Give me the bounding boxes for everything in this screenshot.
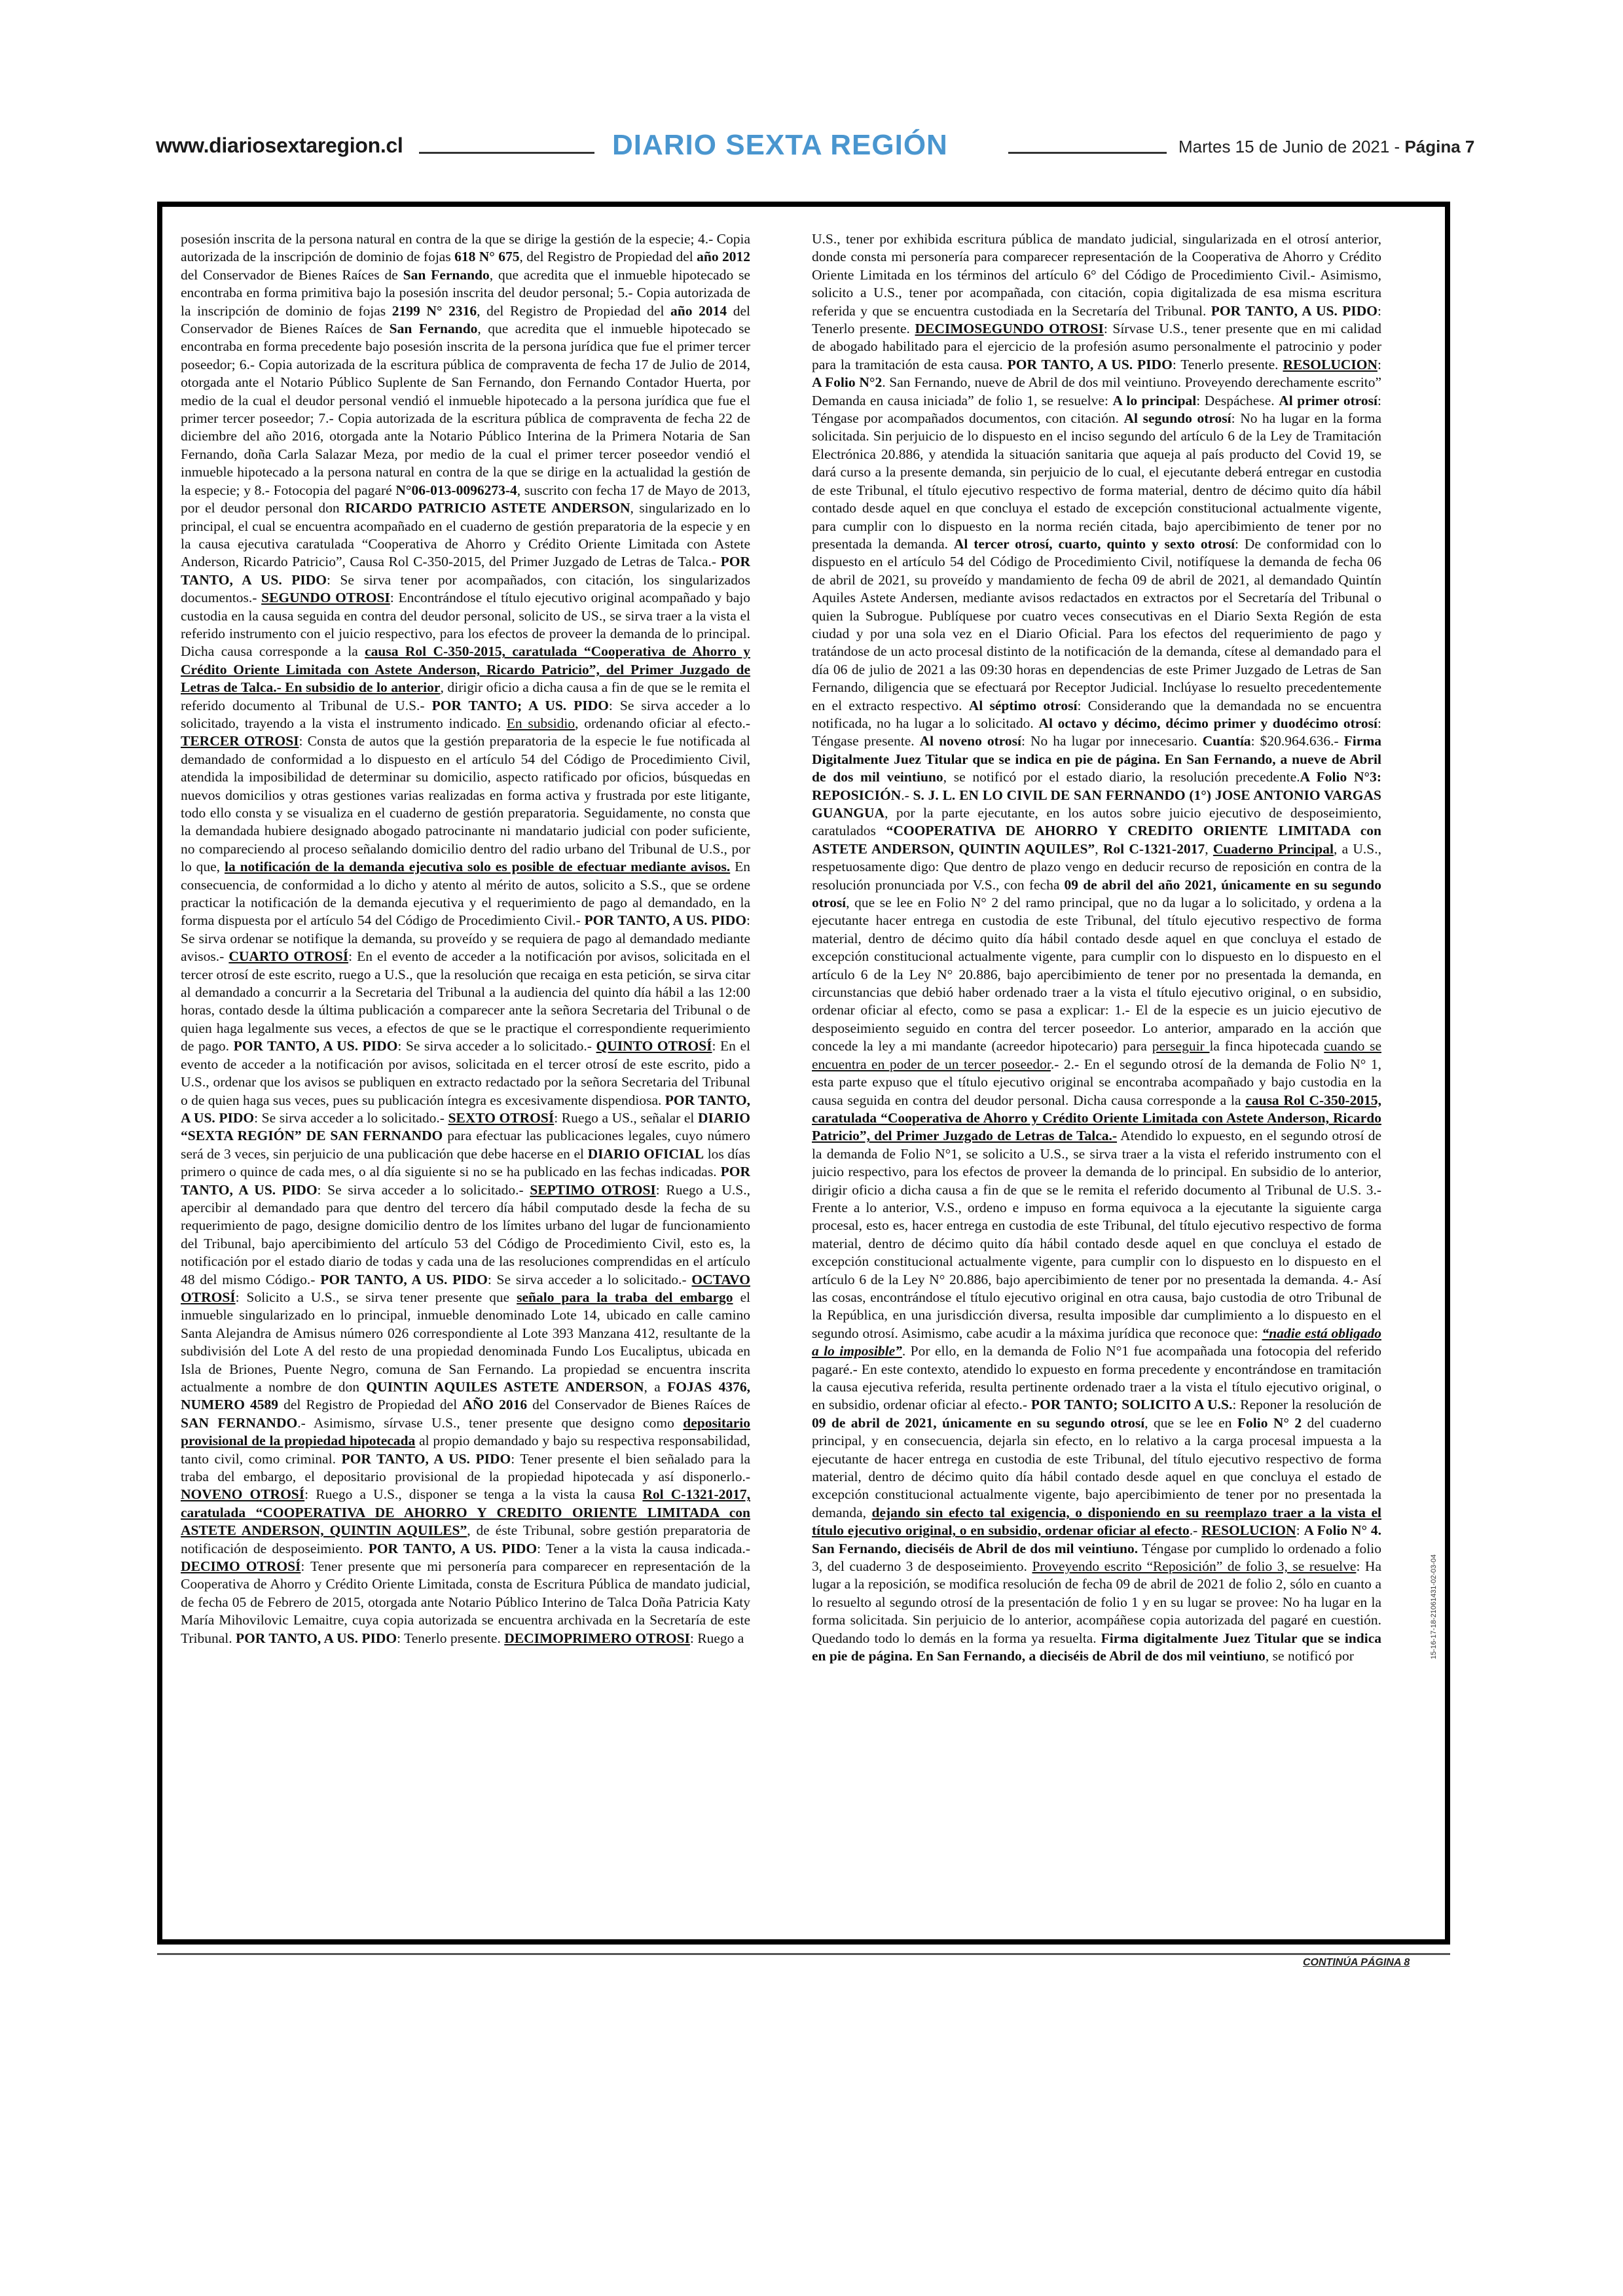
text-run: : Ruego a US., señalar el — [554, 1109, 698, 1126]
text-run: SAN FERNANDO — [181, 1414, 298, 1431]
text-run: SEXTO OTROSÍ — [448, 1109, 555, 1126]
side-code — [1426, 1509, 1442, 1705]
text-run: : Encontrándose el título ejecutivo original acompañado y bajo custodia en la causa seguida en contra del deudor personal, solicito de US., se sirva traer a la vista el referido instrumento con el juicio respectivo, para los efectos de proveer la demanda de lo principal. Dicha causa corresponde a la — [181, 590, 750, 660]
text-run: S. J. L. EN LO CIVIL DE SAN FERNANDO (1°) JOSE ANTONIO VARGAS GUANGUA — [812, 787, 1381, 821]
text-run: señalo para la traba del embargo — [517, 1289, 733, 1305]
text-run: al propio demandado y bajo su respectiva responsabilidad, tanto civil, como criminal. — [181, 1433, 750, 1467]
text-run: : Tenerlo presente. — [1172, 356, 1283, 372]
text-run: En subsidio — [506, 715, 575, 731]
header-rule-left — [419, 152, 594, 154]
text-run: Al primer otrosí — [1279, 392, 1378, 408]
text-run: A Folio N° 4. San Fernando, dieciséis de Abril de dos mil veintiuno. — [812, 1522, 1381, 1556]
text-run: , se notificó por el estado diario, la resolución precedente. — [943, 769, 1300, 785]
text-run: , a — [644, 1379, 668, 1395]
text-run: N°06-013-0096273-4 — [395, 482, 517, 498]
text-run: POR TANTO, A US. PIDO — [320, 1271, 488, 1287]
text-run: los días primero o quince de cada mes, o al día siguiente si no se ha publicado en las fechas indicadas. — [181, 1145, 750, 1180]
text-run: QUINTO OTROSÍ — [596, 1038, 712, 1054]
text-run: : Se sirva acceder a lo solicitado.- — [317, 1181, 530, 1198]
text-run: : Se sirva acceder a lo solicitado, trayendo a la vista el instrumento indicado. — [181, 697, 750, 731]
text-run: . Por ello, en la demanda de Folio N°1 fue acompañada una fotocopia del referido pagaré.- En este contexto, atendido lo expuesto en forma precedente y encontrándose en tramitación la causa ejecutiva referida, resulta pertinente ordenado traer a la vista el título ejecutivo original, o en subsidio, ordenar oficiar al efecto.- — [812, 1343, 1381, 1413]
text-run: : Reponer la resolución de — [1232, 1397, 1381, 1413]
text-run: FOJAS 4376, NUMERO 4589 — [181, 1379, 750, 1413]
text-run: , dirigir oficio a dicha causa a fin de que se le remita el referido documento al Tribunal de U.S.- — [181, 679, 750, 713]
text-run: San Fernando — [389, 321, 478, 337]
text-run: : Despáchese. — [1196, 392, 1279, 408]
text-run: : Se sirva acceder a lo solicitado.- — [254, 1109, 448, 1126]
text-run: : — [1296, 1522, 1304, 1539]
text-run: Cuaderno Principal — [1213, 840, 1334, 857]
text-run: Al noveno otrosí — [919, 733, 1021, 749]
text-run: : $20.964.636.- — [1250, 733, 1344, 749]
column-left — [181, 230, 750, 1926]
text-run: .- — [901, 787, 913, 803]
text-run: POR TANTO, A US. PIDO — [181, 1164, 750, 1198]
text-run: .- Asimismo, sírvase U.S., tener presente que designo como — [297, 1414, 684, 1431]
text-run: POR TANTO; SOLICITO A U.S. — [1030, 1397, 1233, 1413]
text-run: causa Rol C-350-2015, caratulada “Cooperativa de Ahorro y Crédito Oriente Limitada con Astete Anderson, Ricardo Patricio”, del Primer Juzgado de Letras de Talca.- — [812, 1092, 1381, 1144]
header-rule-right — [1008, 152, 1167, 154]
text-run: QUINTIN AQUILES ASTETE ANDERSON — [366, 1379, 644, 1395]
text-run: del Conservador de Bienes Raíces de — [527, 1397, 750, 1413]
text-run: , se notificó por — [1265, 1648, 1354, 1664]
text-run: A lo principal — [1112, 392, 1197, 408]
text-run: POR TANTO, A US. PIDO — [341, 1450, 511, 1467]
text-run: POR TANTO, A US. PIDO — [181, 1092, 750, 1126]
continues-page-link[interactable]: CONTINÚA PÁGINA 8 — [1303, 1957, 1410, 1968]
text-run: RICARDO PATRICIO ASTETE ANDERSON — [345, 500, 630, 516]
text-run: DECIMO OTROSÍ — [181, 1558, 301, 1575]
bottom-rule — [157, 1953, 1450, 1955]
text-run: 09 de abril del año 2021, únicamente en su segundo otrosí — [812, 876, 1381, 911]
text-run: 618 N° 675 — [454, 249, 520, 265]
text-run: En consecuencia, de conformidad a lo dicho y atento al mérito de autos, solicito a S.S., que se ordene practicar la notificación de la demanda ejecutiva y el requerimiento de pago al demandado, en la forma dispuesta por el artículo 54 del Código de Procedimiento Civil.- — [181, 859, 750, 929]
text-run: , de éste Tribunal, sobre gestión preparatoria de notificación de desposeimiento. — [181, 1522, 750, 1556]
text-run: la notificación de la demanda ejecutiva solo es posible de efectuar mediante avisos. — [224, 859, 731, 875]
text-run: : Considerando que la demandada no se encuentra notificada, no ha lugar a lo solicitado. — [812, 697, 1381, 731]
site-url[interactable]: www.diariosextaregion.cl — [156, 134, 403, 157]
text-run: causa Rol C-350-2015, caratulada “Cooperativa de Ahorro y Crédito Oriente Limitada con Astete Anderson, Ricardo Patricio”, del Primer Juzgado de Letras de Talca.- En subsidio de lo anterior — [181, 643, 750, 696]
text-run: dejando sin efecto tal exigencia, o disponiendo en su reemplazo traer a la vista el título ejecutivo original, o en subsidio, ordenar oficiar al efecto — [812, 1504, 1381, 1539]
text-run: : Tenerlo presente. — [812, 302, 1381, 337]
text-run: POR TANTO, A US. PIDO — [1007, 356, 1173, 372]
text-run: POR TANTO, A US. PIDO — [368, 1540, 538, 1556]
date-text: Martes 15 de Junio de 2021 - — [1178, 137, 1400, 156]
text-run: POR TANTO, A US. PIDO — [1211, 302, 1378, 319]
text-run: Al octavo y décimo, décimo primer y duodécimo otrosí — [1038, 715, 1378, 731]
text-run: . San Fernando, nueve de Abril de dos mil veintiuno. Proveyendo derechamente escrito” Demanda en causa iniciada” de folio 1, se resuelve: — [812, 374, 1381, 408]
text-run: : Ruego a U.S., disponer se tenga a la vista la causa — [304, 1486, 643, 1503]
text-run: Atendido lo expuesto, en el segundo otrosí de la demanda de Folio N°1, se solicito a U.S., se sirva traer a la vista el referido instrumento con el juicio respectivo, para los efectos de proveer la demanda de lo principal. En subsidio de lo anterior, dirigir oficio a dicha causa a fin de que se le remita el referido documento al Tribunal de U.S. 3.- Frente a lo anterior, V.S., ordeno e impuso en forma equivoca a la ejecutante la siguiente carga procesal, esto es, hacer entrega en custodia de este Tribunal, del título ejecutivo respectivo de forma material, dentro de décimo quito día hábil contado desde aquel en que concluya el estado de excepción constitucional actualmente vigente, para cumplir con lo dispuesto en lo dispuesto en el artículo 6 de la Ley N° 20.886, bajo apercibimiento de tener por no presentada la demanda. 4.- Así las cosas, encontrándose el título ejecutivo original en otra causa, bajo custodia de otro Tribunal de la República, en una jurisdicción diversa, resulta imposible dar cumplimiento a lo dispuesto en el segundo otrosí. Asimismo, cabe acudir a la máxima jurídica que reconoce que: — [812, 1128, 1381, 1341]
text-run: : Téngase por acompañados documentos, con citación. — [812, 392, 1381, 427]
text-run: Cuantía — [1202, 733, 1251, 749]
text-run: : Solicito a U.S., se sirva tener presente que — [235, 1289, 517, 1305]
text-run: , del Registro de Propiedad del — [519, 249, 697, 265]
text-run: , — [1205, 840, 1213, 857]
text-run: NOVENO OTROSÍ — [181, 1486, 305, 1503]
text-run: RESOLUCION — [1283, 356, 1377, 372]
text-run: : Tener a la vista la causa indicada.- — [537, 1540, 750, 1556]
text-run: : Tener presente el bien señalado para la traba del embargo, el depositario provisional de la propiedad hipotecada y así disponerlo.- — [181, 1450, 750, 1485]
text-run: POR TANTO, A US. PIDO — [584, 912, 747, 929]
text-run: : Se sirva acceder a lo solicitado.- — [397, 1038, 596, 1054]
text-run: , suscrito con fecha 17 de Mayo de 2013, por el deudor personal don — [181, 482, 750, 516]
text-run: , del Registro de Propiedad del — [477, 302, 671, 319]
text-run: : No ha lugar en la forma solicitada. Sin perjuicio de lo dispuesto en el inciso segundo del artículo 6 de la Ley de Tramitación Electrónica 20.886, y atendida la situación sanitaria que aqueja al país producto del Covid 19, se dará curso a la presente demanda, sin perjuicio de lo cual, el ejecutante deberá entregar en custodia de este Tribunal, el título ejecutivo respectivo de forma material, dentro de décimo quito día hábil contado desde aquel en que concluya el estado de excepción constitucional actualmente vigente, para cumplir con lo dispuesto en la norma recién citada, bajo apercibimiento de tener por no presentada la demanda. — [812, 410, 1381, 552]
text-run: , que acredita que el inmueble hipotecado se encontraba en forma precedente bajo posesión inscrita de la persona jurídica que fue el primer tercer poseedor; 6.- Copia autorizada de la escritura pública de compraventa de fecha 17 de Julio de 2014, otorgada ante el Notario Público Suplente de San Fernando, don Fernando Contador Huerta, por medio de la cual el deudor personal vendió el inmueble hipotecado a la persona jurídica que fue el primer tercer poseedor; 7.- Copia autorizada de la escritura pública de compraventa de fecha 22 de diciembre del año 2016, otorgada ante la Notario Público Interina de la Primera Notaria de San Fernando, doña Carla Salazar Meza, por medio de la cual el primer tercer poseedor vendió el inmueble hipotecado a la persona natural en contra de la que se dirige en la actualidad la gestión de la especie; y 8.- Fotocopia del pagaré — [181, 321, 750, 498]
text-run: Proveyendo escrito “Reposición” de folio 3, se resuelve — [1032, 1558, 1357, 1575]
text-run: San Fernando — [403, 266, 490, 283]
text-run: : No ha lugar por innecesario. — [1021, 733, 1203, 749]
text-run: : Sírvase U.S., tener presente que en mi calidad de abogado habilitado para el ejercicio de la profesión asumo personalmente el patrocinio y poder para la tramitación de esta causa. — [812, 321, 1381, 372]
text-run: Folio N° 2 — [1237, 1414, 1302, 1431]
text-run: : Téngase presente. — [812, 715, 1381, 749]
text-run: depositario provisional de la propiedad hipotecada — [181, 1414, 750, 1449]
text-run: posesión inscrita de la persona natural en contra de la que se dirige la gestión de la especie; 4.- Copia autorizada de la inscripción de dominio de fojas — [181, 231, 750, 265]
text-run: Rol C-1321-2017 — [1103, 840, 1205, 857]
text-run: Firma Digitalmente Juez Titular que se indica en pie de página. En San Fernando, a nueve de Abril de dos mil veintiuno — [812, 733, 1381, 785]
text-run: Firma digitalmente Juez Titular que se indica en pie de página. En San Fernando, a dieciséis de Abril de dos mil veintiuno — [812, 1630, 1381, 1664]
text-run: Rol C-1321-2017, caratulada “COOPERATIVA DE AHORRO Y CREDITO ORIENTE LIMITADA con ASTETE ANDERSON, QUINTIN AQUILES” — [181, 1486, 750, 1539]
text-run: DIARIO “SEXTA REGIÓN” DE SAN FERNANDO — [181, 1109, 750, 1144]
text-run: SEPTIMO OTROSI — [530, 1181, 656, 1198]
text-run: : Se sirva ordenar se notifique la demanda, su proveído y se requiera de pago al demandado mediante avisos.- — [181, 912, 750, 965]
text-run: POR TANTO, A US. PIDO — [233, 1038, 398, 1054]
text-run: año 2012 — [697, 249, 750, 265]
text-run: TERCER OTROSI — [181, 733, 299, 749]
legal-notice-text-right — [812, 230, 1381, 1666]
text-run: , a U.S., respetuosamente digo: Que dentro de plazo vengo en deducir recurso de reposición en contra de la resolución pronunciada por V.S., con fecha — [812, 840, 1381, 893]
text-run: DECIMOPRIMERO OTROSI — [504, 1630, 690, 1646]
text-run: SEGUNDO OTROSI — [261, 590, 390, 606]
text-run: 09 de abril de 2021, únicamente en su segundo otrosí — [812, 1414, 1145, 1431]
column-right — [812, 230, 1381, 1926]
text-run: año 2014 — [670, 302, 727, 319]
text-run: “COOPERATIVA DE AHORRO Y CREDITO ORIENTE LIMITADA con ASTETE ANDERSON, QUINTIN AQUILES” — [812, 823, 1381, 857]
text-run: , por la parte ejecutante, en los autos sobre juicio ejecutivo de desposeimiento, caratulados — [812, 805, 1381, 839]
side-code-text: 15-16-17-18-21061431-02-03-04 — [1430, 1554, 1438, 1660]
text-run: POR TANTO; A US. PIDO — [431, 697, 609, 713]
text-run: , — [1095, 840, 1103, 857]
text-run: la finca hipotecada — [1209, 1038, 1324, 1054]
text-run: Al tercer otrosí, cuarto, quinto y sexto otrosí — [953, 535, 1235, 552]
text-run: : De conformidad con lo dispuesto en el artículo 54 del Código de Procedimiento Civil, notifíquese la demanda de fecha 06 de abril de 2021, su proveído y mandamiento de fecha 09 de abril de 2021, al demandado Quintín Aquiles Astete Andersen, mediante avisos redactados en extractos por el Secretaría del Tribunal o quien la Subrogue. Publíquese por cuatro veces consecutivas en el Diario Sexta Región de esta ciudad y por una sola vez en el Diario Oficial. Para los efectos del requerimiento de pago y tratándose de un acto procesal distinto de la notificación de la demanda, cítese al demandado para el día 06 de julio de 2021 a las 09:30 horas en dependencias de este Primer Juzgado de Letras de San Fernando, diligencia que se efectuará por Receptor Judicial. Inclúyase lo resuelto precedentemente en el extracto respectivo. — [812, 535, 1381, 713]
text-run: : Ruego a U.S., apercibir al demandado para que dentro del tercero día hábil computado desde la fecha de su requerimiento de pago, designe domicilio dentro de los límites urbano del lugar de funcionamiento del Tribunal, bajo apercibimiento del artículo 53 del Código de Procedimiento Civil, esto es, la notificación por el estado diario de todas y cada una de las resoluciones comprendidas en el artículo 48 del mismo Código.- — [181, 1181, 750, 1287]
issue-date — [1178, 137, 1474, 157]
text-run: AÑO 2016 — [462, 1397, 528, 1413]
text-run: U.S., tener por exhibida escritura pública de mandato judicial, singularizada en el otrosí anterior, donde consta mi personería para comparecer representación de la Cooperativa de Ahorro y Crédito Oriente Limitada en los términos del artículo 6° del Código de Procedimiento Civil.- Asimismo, solicito a U.S., tener por acompañada, con citación, copia digitalizada de esa misma escritura referida y que se encuentra custodiada en la Secretaría del Tribunal. — [812, 231, 1381, 319]
text-run: .- — [1189, 1522, 1202, 1539]
text-run: para efectuar las publicaciones legales, cuyo número será de 3 veces, sin perjuicio de una publicación que debe hacerse en el — [181, 1128, 750, 1162]
legal-notice-text-left — [181, 230, 750, 1647]
text-run: , que acredita que el inmueble hipotecado se encontraba en forma primitiva bajo la posesión inscrita del deudor personal; 5.- Copia autorizada de la inscripción de dominio de fojas — [181, 266, 750, 319]
text-run: : Tenerlo presente. — [397, 1630, 505, 1646]
text-run: del Conservador de Bienes Raíces de — [181, 302, 750, 337]
text-run: , que se lee en — [1144, 1414, 1237, 1431]
page-number: Página 7 — [1404, 137, 1475, 156]
text-run: Al séptimo otrosí — [968, 697, 1078, 713]
text-run: perseguir — [1152, 1038, 1210, 1054]
text-run: .- 2.- En el segundo otrosí de la demanda de Folio N° 1, esta parte expuso que el título ejecutivo original se encontraba acompañado y bajo custodia en la causa seguida en contra del deudor personal. Dicha causa corresponde a la — [812, 1056, 1381, 1108]
text-run: : Se sirva acceder a lo solicitado.- — [487, 1271, 692, 1287]
text-run: : Se sirva tener por acompañados, con citación, los singularizados documentos.- — [181, 571, 750, 606]
text-run: , ordenando oficiar al efecto.- — [575, 715, 750, 731]
text-run: A Folio N°3: REPOSICIÓN — [812, 769, 1381, 803]
text-run: : Ruego a — [689, 1630, 744, 1646]
text-run: cuando se encuentra en poder de un tercer poseedor — [812, 1038, 1381, 1072]
text-run: “nadie está obligado a lo imposible” — [812, 1325, 1381, 1359]
text-run: : En el evento de acceder a la notificación por avisos, solicitada en el tercer otrosí de este escrito, pido a U.S., ordenar que los avisos se publiquen en extracto redactado por la señora Secretaria del Tribunal o de quien haga sus veces, pues su publicación íntegra es excesivamente dispendiosa. — [181, 1038, 750, 1108]
text-run: del Conservador de Bienes Raíces de — [181, 266, 403, 283]
text-run: : En el evento de acceder a la notificación por avisos, solicitada en el tercer otrosí de este escrito, ruego a U.S., que la resolución que recaiga en esta petición, se sirva citar al demandado a concurrir a la Secretaria del Tribunal a la audiencia del quinto día hábil a las 12:00 horas, contado desde la última publicación a comparecer ante la señora Secretaria del Tribunal o de quien haga legalmente sus veces, a efectos de que se le practique el correspondiente requerimiento de pago. — [181, 948, 750, 1054]
text-run: POR TANTO, A US. PIDO — [236, 1630, 397, 1646]
text-run: , singularizado en lo principal, el cual se encuentra acompañado en el cuaderno de gestión preparatoria de la especie y en la causa ejecutiva caratulada “Cooperativa de Ahorro y Crédito Oriente Limitada con Astete Anderson, Ricardo Patricio”, Causa Rol C-350-2015, del Primer Juzgado de Letras de Talca.- — [181, 500, 750, 570]
text-run: POR TANTO, A US. PIDO — [181, 554, 750, 588]
text-run: el inmueble singularizado en lo principal, inmueble denominado Lote 14, ubicado en calle camino Santa Alejandra de Amisus número 026 correspondiente al Lote 393 Manzana 412, resultante de la subdivisión del Lote A del resto de una propiedad denominada Fundo Los Eucaliptus, ubicada en Isla de Briones, Puente Negro, comuna de San Fernando. La propiedad se encuentra inscrita actualmente a nombre de don — [181, 1289, 750, 1395]
text-run: RESOLUCION — [1201, 1522, 1296, 1539]
text-run: 2199 N° 2316 — [392, 302, 477, 319]
text-run: : Consta de autos que la gestión preparatoria de la especie le fue notificada al demandado de conformidad a lo dispuesto en el artículo 54 del Código de Procedimiento Civil, atendida la imposibilidad de determinar su domicilio, aspecto ratificado por oficios, búsquedas en nuevos domicilios y otras gestiones varias realizadas en forma activa y frustrada por este litigante, todo ello consta y se visualiza en el cuaderno de gestión preparatoria. Seguidamente, no consta que la demandada hubiere designado abogado patrocinante ni mandatario judicial con poder suficiente, no compareciendo al proceso señalando domicilio dentro del radio urbano del Tribunal de U.S., por lo que, — [181, 733, 750, 875]
text-run: : — [1377, 356, 1381, 372]
text-run: del cuaderno principal, y en consecuencia, dejarla sin efecto, en lo relativo a la carga procesal impuesta a la ejecutante de hacer entrega en custodia de este Tribunal, del título ejecutivo respectivo de forma material, dentro de décimo quito día hábil contado desde aquel en que concluya el estado de excepción constitucional actualmente vigente, bajo apercibimiento de tener por no presentada la demanda, — [812, 1414, 1381, 1520]
text-run: OCTAVO OTROSÍ — [181, 1271, 750, 1305]
text-run: Téngase por cumplido lo ordenado a folio 3, del cuaderno 3 de desposeimiento. — [812, 1540, 1381, 1575]
newspaper-title: DIARIO SEXTA REGIÓN — [612, 129, 948, 161]
text-run: del Registro de Propiedad del — [278, 1397, 463, 1413]
text-run: DECIMOSEGUNDO OTROSI — [915, 321, 1104, 337]
text-run: : Tener presente que mi personería para comparecer en representación de la Cooperativa de Ahorro y Crédito Oriente Limitada, consta de Escritura Pública de mandato judicial, de fecha 05 de Febrero de 2015, otorgada ante Notario Público Interino de Talca Doña Patricia Katy María Mihovilovic Lemaitre, cuya copia autorizada se encuentra archivada en la Secretaría de este Tribunal. — [181, 1558, 750, 1646]
text-run: : Ha lugar a la reposición, se modifica resolución de fecha 09 de abril de 2021 de folio 2, sólo en cuanto a lo resuelto al segundo otrosí de la presentación de folio 1 y en su lugar se provee: No ha lugar en la forma solicitada. Sin perjuicio de lo anterior, acompáñese copia autorizada del pagaré en cuestión. Quedando todo lo demás en la forma ya resuelta. — [812, 1558, 1381, 1646]
text-run: Al segundo otrosí — [1123, 410, 1231, 427]
text-run: DIARIO OFICIAL — [587, 1145, 704, 1162]
text-run: , que se lee en Folio N° 2 del ramo principal, que no da lugar a lo solicitado, y ordena a la ejecutante hacer entrega en custodia de este Tribunal, del título ejecutivo respectivo de forma material, dentro de décimo quito día hábil contado desde aquel en que concluya el estado de excepción constitucional actualmente vigente, para cumplir con lo dispuesto en lo dispuesto en el artículo 6 de la Ley N° 20.886, bajo apercibimiento de tener por no presentada la demanda, en circunstancias que debió haber ordenado traer a la vista el título ejecutivo original, o en subsidio, ordenar oficiar al efecto, como se pasa a explicar: 1.- El de la especie es un juicio ejecutivo de desposeimiento seguido en contra del tercer poseedor. Lo anterior, amparado en la acción que concede la ley a mi mandante (acreedor hipotecario) para — [812, 895, 1381, 1054]
text-run: A Folio N°2 — [812, 374, 883, 391]
text-run: CUARTO OTROSÍ — [228, 948, 349, 965]
